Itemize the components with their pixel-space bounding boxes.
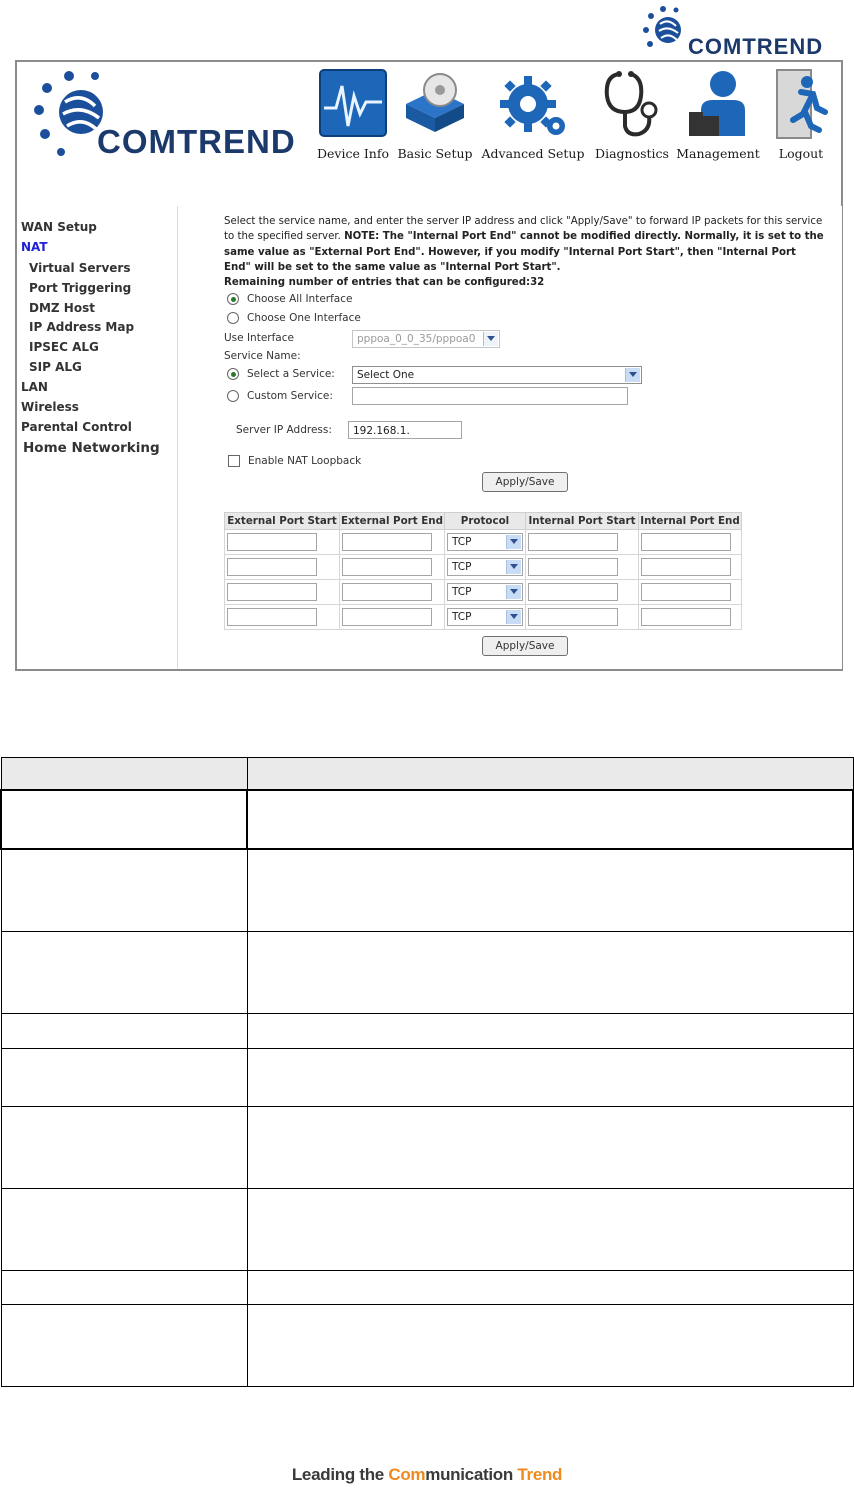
nat-loopback-checkbox[interactable]: [228, 455, 240, 467]
custom-service-option[interactable]: [227, 390, 333, 402]
chevron-down-icon: [506, 560, 521, 574]
nav-device-info[interactable]: [313, 68, 393, 161]
nav-logout[interactable]: [769, 68, 833, 161]
remaining-entries: Remaining number of entries that can be configured:32: [224, 277, 545, 289]
sidebar-item-wireless[interactable]: Wireless: [21, 400, 79, 414]
table-row: [1, 1048, 853, 1106]
footer-middle: munication: [425, 1465, 518, 1484]
internal-port-start-input[interactable]: [528, 558, 618, 576]
protocol-select[interactable]: [447, 608, 523, 626]
brand-text: COMTREND: [97, 123, 296, 160]
header: [17, 62, 841, 206]
nat-loopback-option[interactable]: [228, 455, 361, 467]
table-row: [1, 1013, 853, 1048]
select-service-option[interactable]: [227, 368, 335, 380]
internal-port-end-input[interactable]: [641, 558, 731, 576]
sidebar-item-nat[interactable]: NAT: [21, 240, 48, 254]
external-port-start-input[interactable]: [227, 608, 317, 626]
custom-service-label: Custom Service:: [247, 390, 333, 402]
select-service-dropdown[interactable]: [352, 366, 642, 384]
choose-one-label: Choose One Interface: [247, 312, 361, 324]
footer-trend: Trend: [517, 1465, 563, 1484]
internal-port-end-input[interactable]: [641, 608, 731, 626]
internal-port-start-input[interactable]: [528, 608, 618, 626]
table-row: [1, 931, 853, 1013]
table-row: [1, 1304, 853, 1386]
select-service-radio[interactable]: [227, 368, 239, 380]
brand-logo: [29, 68, 309, 168]
select-service-value: Select One: [357, 369, 415, 381]
sidebar-item-dmz-host[interactable]: DMZ Host: [29, 301, 95, 315]
sidebar-item-port-triggering[interactable]: Port Triggering: [29, 281, 132, 295]
internal-port-end-input[interactable]: [641, 583, 731, 601]
protocol-value: TCP: [452, 586, 472, 598]
sidebar-item-home-networking[interactable]: Home Networking: [23, 440, 160, 456]
protocol-value: TCP: [452, 536, 472, 548]
protocol-select[interactable]: [447, 558, 523, 576]
external-port-end-input[interactable]: [342, 608, 432, 626]
header-cell: [1, 758, 247, 791]
table-row: [1, 1106, 853, 1188]
chevron-down-icon: [625, 368, 640, 382]
sidebar: [17, 206, 177, 669]
footer-slogan: [0, 1465, 854, 1485]
col-internal-port-start: Internal Port Start: [526, 513, 639, 530]
table-row: [1, 1270, 853, 1304]
top-logo: [634, 4, 846, 60]
choose-all-interface-option[interactable]: [227, 293, 352, 305]
instructions-note: NOTE: The "Internal Port End" cannot be modified directly. Normally, it is set to the same value as "External Port End". However, if you modify "Internal Port Start", then "Internal Port End" will be set to the same value as "Internal Port Start".: [224, 231, 824, 273]
table-row: [225, 605, 742, 630]
choose-all-label: Choose All Interface: [247, 293, 353, 305]
col-external-port-start: External Port Start: [225, 513, 340, 530]
footer-lead: Leading the: [291, 1465, 389, 1484]
advanced-setup-icon: [498, 68, 568, 140]
nav-management[interactable]: [673, 68, 763, 161]
description-table-header: [1, 758, 853, 791]
instructions-text: Select the service name, and enter the server IP address and click "Apply/Save" to forward IP packets for this service to the specified server.: [224, 216, 823, 243]
comtrend-globe-icon: [638, 4, 688, 56]
description-table: [0, 757, 854, 1387]
chevron-down-icon: [506, 585, 521, 599]
table-row: [225, 580, 742, 605]
nav-logout-label: Logout: [778, 146, 824, 161]
external-port-start-input[interactable]: [227, 583, 317, 601]
protocol-value: TCP: [452, 611, 472, 623]
col-internal-port-end: Internal Port End: [639, 513, 742, 530]
nav-basic-setup[interactable]: [395, 68, 475, 161]
apply-save-button-bottom[interactable]: Apply/Save: [482, 636, 568, 656]
apply-save-button-top[interactable]: Apply/Save: [482, 472, 568, 492]
port-table-header: [225, 513, 742, 530]
choose-one-radio[interactable]: [227, 312, 239, 324]
header-cell: [247, 758, 853, 791]
use-interface-select[interactable]: [352, 330, 500, 348]
footer-highlight: Com: [388, 1465, 426, 1484]
sidebar-item-virtual-servers[interactable]: Virtual Servers: [29, 261, 131, 275]
custom-service-input[interactable]: [352, 387, 628, 405]
internal-port-end-input[interactable]: [641, 533, 731, 551]
server-ip-input[interactable]: 192.168.1.: [348, 421, 462, 439]
nav-management-label: Management: [676, 146, 760, 161]
table-row: [225, 530, 742, 555]
choose-one-interface-option[interactable]: [227, 312, 361, 324]
chevron-down-icon: [506, 610, 521, 624]
nav-device-info-label: Device Info: [317, 146, 389, 161]
router-ui-screenshot: [15, 60, 843, 671]
external-port-end-input[interactable]: [342, 558, 432, 576]
col-external-port-end: External Port End: [340, 513, 445, 530]
basic-setup-icon: [400, 68, 470, 140]
chevron-down-icon: [506, 535, 521, 549]
select-service-label: Select a Service:: [247, 368, 335, 380]
use-interface-value: pppoa_0_0_35/pppoa0: [357, 333, 476, 345]
internal-port-start-input[interactable]: [528, 533, 618, 551]
sidebar-item-lan[interactable]: LAN: [21, 380, 48, 394]
external-port-start-input[interactable]: [227, 558, 317, 576]
protocol-value: TCP: [452, 561, 472, 573]
table-row: [225, 555, 742, 580]
protocol-select[interactable]: [447, 533, 523, 551]
sidebar-item-wan-setup[interactable]: WAN Setup: [21, 220, 97, 234]
use-interface-label: Use Interface: [224, 332, 294, 344]
sidebar-item-parental-control[interactable]: Parental Control: [21, 420, 132, 434]
service-name-label: Service Name:: [224, 350, 301, 362]
logout-icon: [771, 68, 831, 140]
table-row: [1, 790, 853, 849]
nav-advanced-setup-label: Advanced Setup: [481, 146, 585, 161]
sidebar-item-ip-address-map[interactable]: IP Address Map: [29, 320, 135, 334]
internal-port-start-input[interactable]: [528, 583, 618, 601]
top-logo-text: COMTREND: [688, 34, 824, 59]
device-info-icon: [318, 68, 388, 140]
sidebar-item-ipsec-alg[interactable]: IPSEC ALG: [29, 340, 99, 354]
protocol-select[interactable]: [447, 583, 523, 601]
server-ip-label: Server IP Address:: [236, 424, 332, 436]
external-port-start-input[interactable]: [227, 533, 317, 551]
custom-service-radio[interactable]: [227, 390, 239, 402]
diagnostics-icon: [597, 68, 667, 140]
main-content: [177, 206, 842, 669]
instructions: [224, 214, 824, 290]
nav-diagnostics-label: Diagnostics: [595, 146, 669, 161]
nav-advanced-setup[interactable]: [479, 68, 587, 161]
management-icon: [683, 68, 753, 140]
table-row: [1, 849, 853, 931]
sidebar-item-sip-alg[interactable]: SIP ALG: [29, 360, 82, 374]
choose-all-radio[interactable]: [227, 293, 239, 305]
external-port-end-input[interactable]: [342, 533, 432, 551]
nat-loopback-label: Enable NAT Loopback: [248, 455, 362, 467]
table-row: [1, 1188, 853, 1270]
external-port-end-input[interactable]: [342, 583, 432, 601]
col-protocol: Protocol: [445, 513, 526, 530]
port-table: [224, 512, 742, 630]
nav-diagnostics[interactable]: [591, 68, 673, 161]
chevron-down-icon: [483, 332, 498, 346]
nav-basic-setup-label: Basic Setup: [397, 146, 473, 161]
